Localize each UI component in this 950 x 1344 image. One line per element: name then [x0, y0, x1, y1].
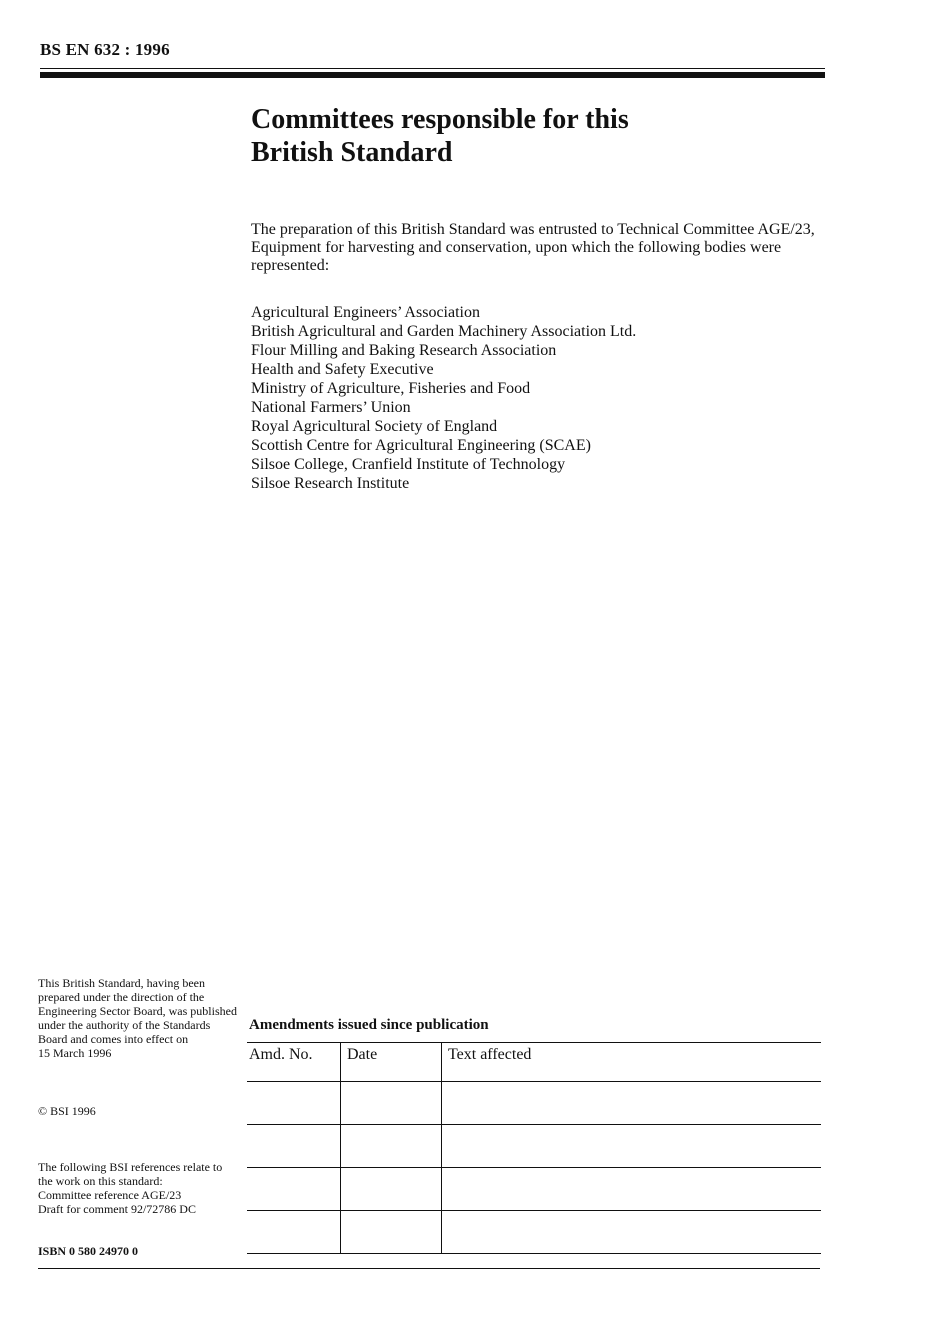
- table-row: [247, 1168, 821, 1211]
- publication-note-text: This British Standard, having been prepared under the direction of the Engineering Sector Board, was published under the authority of the Standards Board and comes into effect on: [38, 976, 237, 1046]
- list-item: National Farmers’ Union: [251, 399, 411, 416]
- list-item: Scottish Centre for Agricultural Engineering (SCAE): [251, 437, 591, 454]
- publication-note: [38, 976, 238, 1060]
- list-item: British Agricultural and Garden Machinery Association Ltd.: [251, 323, 637, 340]
- table-cell: [341, 1168, 442, 1211]
- list-item: Silsoe Research Institute: [251, 475, 410, 492]
- document-code: BS EN 632 : 1996: [40, 40, 170, 59]
- list-item: Agricultural Engineers’ Association: [251, 304, 480, 321]
- table-cell: [442, 1211, 822, 1254]
- table-cell: [442, 1168, 822, 1211]
- represented-bodies-list: [251, 303, 831, 493]
- table-cell: [247, 1082, 341, 1125]
- bsi-references: [38, 1160, 238, 1216]
- table-cell: [247, 1125, 341, 1168]
- column-header-text-affected: Text affected: [442, 1043, 822, 1082]
- draft-reference: Draft for comment 92/72786 DC: [38, 1202, 196, 1216]
- intro-paragraph: The preparation of this British Standard was entrusted to Technical Committee AGE/23, Equipment for harvesting and conservation, upon which the following bodies were represented:: [251, 221, 815, 274]
- copyright-notice: © BSI 1996: [38, 1104, 96, 1118]
- table-cell: [247, 1211, 341, 1254]
- table-cell: [341, 1125, 442, 1168]
- list-item: Ministry of Agriculture, Fisheries and Food: [251, 380, 531, 397]
- table-cell: [341, 1211, 442, 1254]
- list-item: Health and Safety Executive: [251, 361, 434, 378]
- table-cell: [442, 1125, 822, 1168]
- amendments-title: Amendments issued since publication: [249, 1017, 489, 1033]
- table-cell: [341, 1082, 442, 1125]
- column-header-date: Date: [341, 1043, 442, 1082]
- committee-reference: Committee reference AGE/23: [38, 1188, 182, 1202]
- table-row: [247, 1125, 821, 1168]
- table-cell: [442, 1082, 822, 1125]
- isbn: ISBN 0 580 24970 0: [38, 1244, 139, 1258]
- header-rule-thick: [40, 72, 825, 78]
- table-row: [247, 1211, 821, 1254]
- references-intro: The following BSI references relate to the work on this standard:: [38, 1160, 223, 1188]
- table-header-row: [247, 1043, 821, 1082]
- page-title: [251, 103, 811, 169]
- effective-date: 15 March 1996: [38, 1046, 112, 1060]
- page-title-line-1: Committees responsible for this: [251, 104, 629, 135]
- header-rule-thin: [40, 68, 825, 69]
- footer-rule: [38, 1268, 820, 1269]
- table-row: [247, 1082, 821, 1125]
- list-item: Silsoe College, Cranfield Institute of Technology: [251, 456, 566, 473]
- list-item: Royal Agricultural Society of England: [251, 418, 498, 435]
- page-title-line-2: British Standard: [251, 137, 453, 168]
- table-cell: [247, 1168, 341, 1211]
- column-header-amd-no: Amd. No.: [247, 1043, 341, 1082]
- list-item: Flour Milling and Baking Research Association: [251, 342, 557, 359]
- amendments-table: [247, 1042, 821, 1254]
